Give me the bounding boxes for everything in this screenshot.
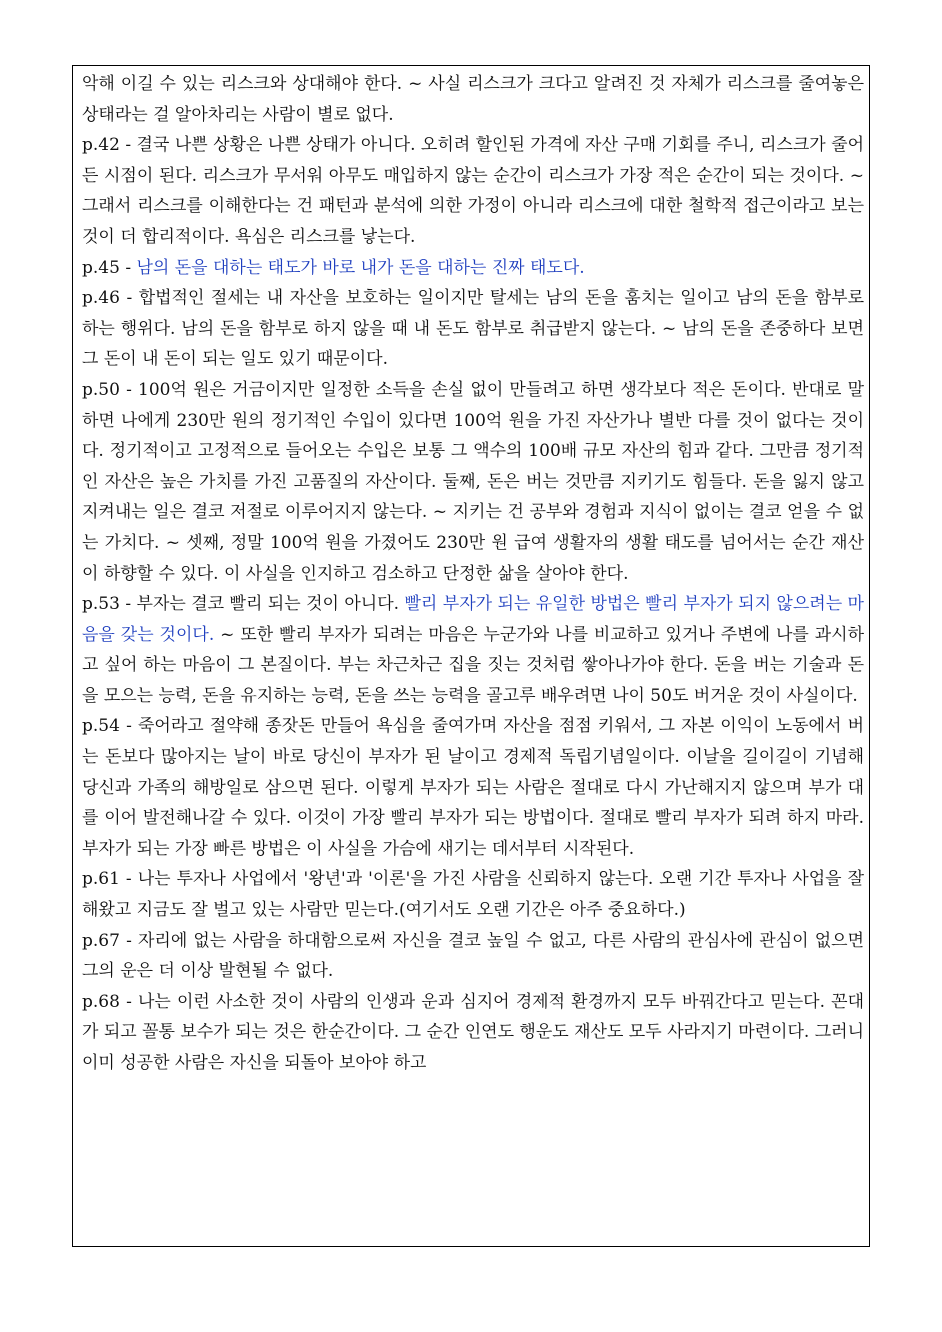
excerpt-paragraph: [82, 987, 864, 1079]
excerpt-paragraph: [82, 589, 864, 711]
paragraph-text: p.46 - 합법적인 절세는 내 자산을 보호하는 일이지만 탈세는 남의 돈을 훔치는 일이고 남의 돈을 함부로 하는 행위다. 남의 돈을 함부로 하지 않을 때 내 돈도 함부로 취급받지 않는다. ~ 남의 돈을 존중하다 보면 그 돈이 내 돈이 되는 일도 있기 때문이다.: [82, 288, 864, 370]
excerpt-paragraph: [82, 864, 864, 925]
paragraph-text: 악해 이길 수 있는 리스크와 상대해야 한다. ~ 사실 리스크가 크다고 알려진 것 자체가 리스크를 줄여놓은 상태라는 걸 알아차리는 사람이 별로 없다.: [82, 74, 864, 125]
paragraph-text: p.53 - 부자는 결코 빨리 되는 것이 아니다.: [82, 594, 405, 615]
paragraph-text: p.67 - 자리에 없는 사람을 하대함으로써 자신을 결코 높일 수 없고, 다른 사람의 관심사에 관심이 없으면 그의 운은 더 이상 발현될 수 없다.: [82, 930, 864, 982]
paragraph-text: ~ 또한 빨리 부자가 되려는 마음은 누군가와 나를 비교하고 있거나 주변에 나를 과시하고 싶어 하는 마음이 그 본질이다. 부는 차근차근 집을 짓는 것처럼 쌓아나가야 한다. 돈을 버는 기술과 돈을 모으는 능력, 돈을 유지하는 능력, 돈을 쓰는 능력을 골고루 배우려면 나이 50도 버거운 것이 사실이다.: [82, 624, 864, 706]
paragraph-text: p.42 - 결국 나쁜 상황은 나쁜 상태가 아니다. 오히려 할인된 가격에 자산 구매 기회를 주니, 리스크가 줄어든 시점이 된다. 리스크가 무서워 아무도 매입하지 않는 순간이 리스크가 가장 적은 순간이 되는 것이다. ~ 그래서 리스크를 이해한다는 건 패턴과 분석에 의한 가정이 아니라 리스크에 대한 철학적 접근이라고 보는 것이 더 합리적이다. 욕심은 리스크를 낳는다.: [82, 135, 864, 247]
excerpt-paragraph: [82, 69, 864, 130]
highlighted-quote: 남의 돈을 대하는 태도가 바로 내가 돈을 대하는 진짜 태도다.: [136, 257, 585, 278]
paragraph-text: p.68 - 나는 이런 사소한 것이 사람의 인생과 운과 심지어 경제적 환경까지 모두 바꿔간다고 믿는다. 꼰대가 되고 꼴통 보수가 되는 것은 한순간이다. 그 순간 인연도 행운도 재산도 모두 사라지기 마련이다. 그러니 이미 성공한 사람은 자신을 되돌아 보아야 하고: [82, 991, 864, 1073]
excerpt-text-body: [82, 69, 864, 1079]
excerpt-paragraph: [82, 130, 864, 252]
excerpt-paragraph: [82, 283, 864, 375]
paragraph-text: p.54 - 죽어라고 절약해 종잣돈 만들어 욕심을 줄여가며 자산을 점점 키워서, 그 자본 이익이 노동에서 버는 돈보다 많아지는 날이 바로 당신이 부자가 된 날이고 경제적 독립기념일이다. 이날을 길이길이 기념해 당신과 가족의 해방일로 삼으면 된다. 이렇게 부자가 되는 사람은 절대로 다시 가난해지지 않으며 부가 대를 이어 발전해나갈 수 있다. 이것이 가장 빨리 부자가 되는 방법이다. 절대로 빨리 부자가 되려 하지 마라. 부자가 되는 가장 빠른 방법은 이 사실을 가슴에 새기는 데서부터 시작된다.: [82, 716, 864, 859]
excerpt-paragraph: [82, 253, 864, 284]
paragraph-text: p.50 - 100억 원은 거금이지만 일정한 소득을 손실 없이 만들려고 하면 생각보다 적은 돈이다. 반대로 말하면 나에게 230만 원의 정기적인 수입이 있다면 100억 원을 가진 자산가나 별반 다를 것이 없다는 것이다. 정기적이고 고정적으로 들어오는 수입은 보통 그 액수의 100배 규모 자산의 힘과 같다. 그만큼 정기적인 자산은 높은 가치를 가진 고품질의 자산이다. 둘째, 돈은 버는 것만큼 지키기도 힘들다. 돈을 잃지 않고 지켜내는 일은 결코 저절로 이루어지지 않는다. ~ 지키는 건 공부와 경험과 지식이 없이는 결코 얻을 수 없는 가치다. ~ 셋째, 정말 100억 원을 가졌어도 230만 원 급여 생활자의 생활 태도를 넘어서는 순간 재산이 하향할 수 있다. 이 사실을 인지하고 검소하고 단정한 삶을 살아야 한다.: [82, 379, 864, 584]
excerpt-paragraph: [82, 711, 864, 864]
paragraph-text: p.45 -: [82, 257, 137, 278]
excerpt-paragraph: [82, 926, 864, 987]
paragraph-text: p.61 - 나는 투자나 사업에서 '왕년'과 '이론'을 가진 사람을 신뢰하지 않는다. 오랜 기간 투자나 사업을 잘해왔고 지금도 잘 벌고 있는 사람만 믿는다.(여기서도 오랜 기간은 아주 중요하다.): [82, 869, 864, 921]
excerpt-paragraph: [82, 375, 864, 589]
highlighted-quote: 빨리 부자가 되는 유일한 방법은 빨리 부자가 되지 않으려는 마음을 갖는 것이다.: [82, 594, 864, 645]
